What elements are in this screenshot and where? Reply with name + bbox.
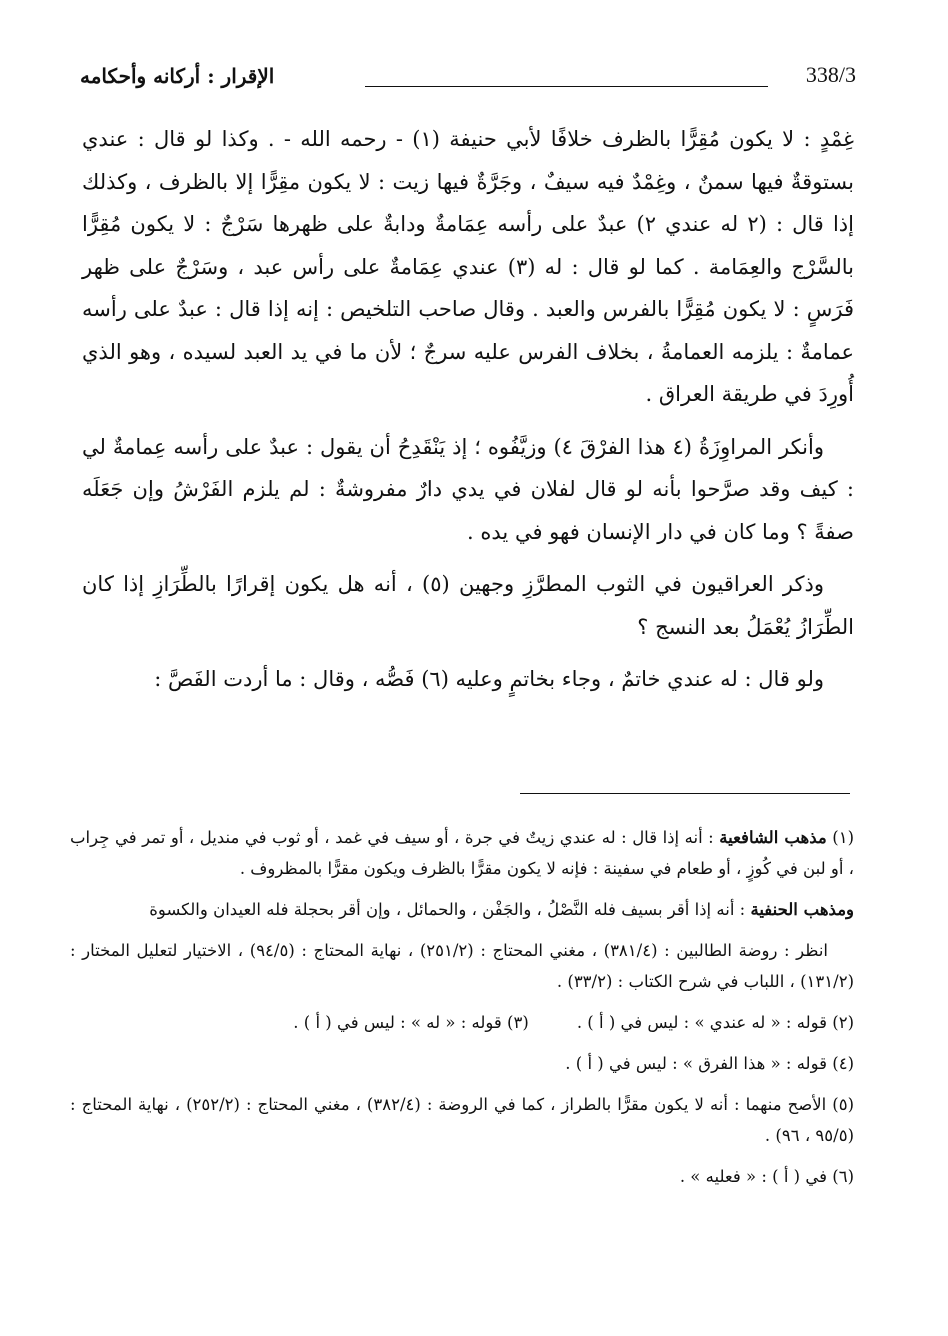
footnote-1-references: انظر : روضة الطالبين : (٣٨١/٤) ، مغني المحتاج : (٢٥١/٢) ، نهاية المحتاج : (٩٤/٥) ، الاختيار لتعليل المختار : (١٣١/٢) ، اللباب في شرح الكتاب : (٣٣/٢) . [70, 941, 854, 991]
footnote-1-number: (١) [826, 828, 854, 847]
paragraph-4: ولو قال : له عندي خاتمٌ ، وجاء بخاتمٍ وعليه (٦) فَصُّه ، وقال : ما أردت الفَصَّ : [154, 667, 824, 691]
header-rule [365, 86, 768, 87]
footnote-2: (٢) قوله : « له عندي » : ليس في ( أ ) . [576, 1013, 854, 1032]
footnote-1-hanafi [70, 894, 854, 925]
footnote-2-3 [70, 1007, 854, 1038]
running-title: الإقرار : أركانه وأحكامه [80, 64, 275, 88]
footnote-separator [520, 793, 850, 794]
paragraph-3: وذكر العراقيون في الثوب المطرَّزِ وجهين (٥) ، أنه هل يكون إقرارًا بالطِّرَازِ إذا كان الطِّرَازُ يُعْمَلُ بعد النسج ؟ [82, 572, 854, 639]
footnote-4: (٤) قوله : « هذا الفرق » : ليس في ( أ ) . [565, 1054, 854, 1073]
footnote-1-text: : أنه إذا قال : له عندي زيتٌ في جرة ، أو سيف في غمد ، أو ثوب في منديل ، أو تمر في جِراب ، أو لبن في كُوزٍ ، أو طعام في سفينة : فإنه لا يكون مقرًّا بالظرف ويكون مقرًّا بالمظروف . [70, 828, 854, 878]
page-header [80, 58, 856, 98]
main-text [82, 118, 854, 711]
footnote-6: (٦) في ( أ ) : « فعليه » . [679, 1167, 854, 1186]
footnote-3: (٣) قوله : « له » : ليس في ( أ ) . [293, 1013, 529, 1032]
footnotes [70, 822, 854, 1202]
footnote-1-hanafi-text: : أنه إذا أقر بسيف فله النَّصْلُ ، والجَفْن ، والحمائل ، وإن أقر بحجلة فله العيدان والكسوة [149, 900, 751, 919]
footnote-5: (٥) الأصح منهما : أنه لا يكون مقرًّا بالطراز ، كما في الروضة : (٣٨٢/٤) ، مغني المحتاج : (٢٥٢/٢) ، نهاية المحتاج : (٩٥/٥ ، ٩٦) . [70, 1095, 854, 1145]
paragraph-2: وأنكر المراوِزَةُ (٤ هذا الفرْقَ ٤) وزيَّفُوه ؛ إذ يَنْقَدِحُ أن يقول : عبدٌ على رأسه عِمامةٌ لي : كيف وقد صرَّحوا بأنه لو قال لفلان في يدي دارٌ مفروشةٌ : لم يلزم الفَرْشُ وإن جَعَلَه صفةً ؟ وما كان في دار الإنسان فهو في يده . [82, 434, 854, 544]
footnote-1-hanafi-heading: ومذهب الحنفية [750, 900, 854, 919]
paragraph-1: غِمْدٍ : لا يكون مُقِرًّا بالظرف خلافًا لأبي حنيفة (١) - رحمه الله - . وكذا لو قال : عندي بستوقةٌ فيها سمنٌ ، وغِمْدٌ فيه سيفٌ ، وجَرَّةٌ فيها زيت : لا يكون مقِرًّا إلا بالظرف ، وكذلك إذا قال : (٢ له عندي ٢) عبدٌ على رأسه عِمَامةٌ ودابةٌ على ظهرها سَرْجٌ : لا يكون مُقِرًّا بالسَّرْج والعِمَامة . كما لو قال : له (٣) عندي عِمَامةٌ على رأس عبد ، وسَرْجٌ على ظهر فَرَسٍ : لا يكون مُقِرًّا بالفرس والعبد . وقال صاحب التلخيص : إنه إذا قال : عبدٌ على رأسه عمامةٌ : يلزمه العمامةُ ، بخلاف الفرس عليه سرجٌ ؛ لأن ما في يد العبد لسيده ، وهو الذي أُورِدَ في طريقة العراق . [82, 127, 854, 406]
footnote-1 [70, 822, 854, 884]
page-number: 338/3 [805, 62, 856, 87]
footnote-1-heading: مذهب الشافعية [719, 828, 827, 847]
